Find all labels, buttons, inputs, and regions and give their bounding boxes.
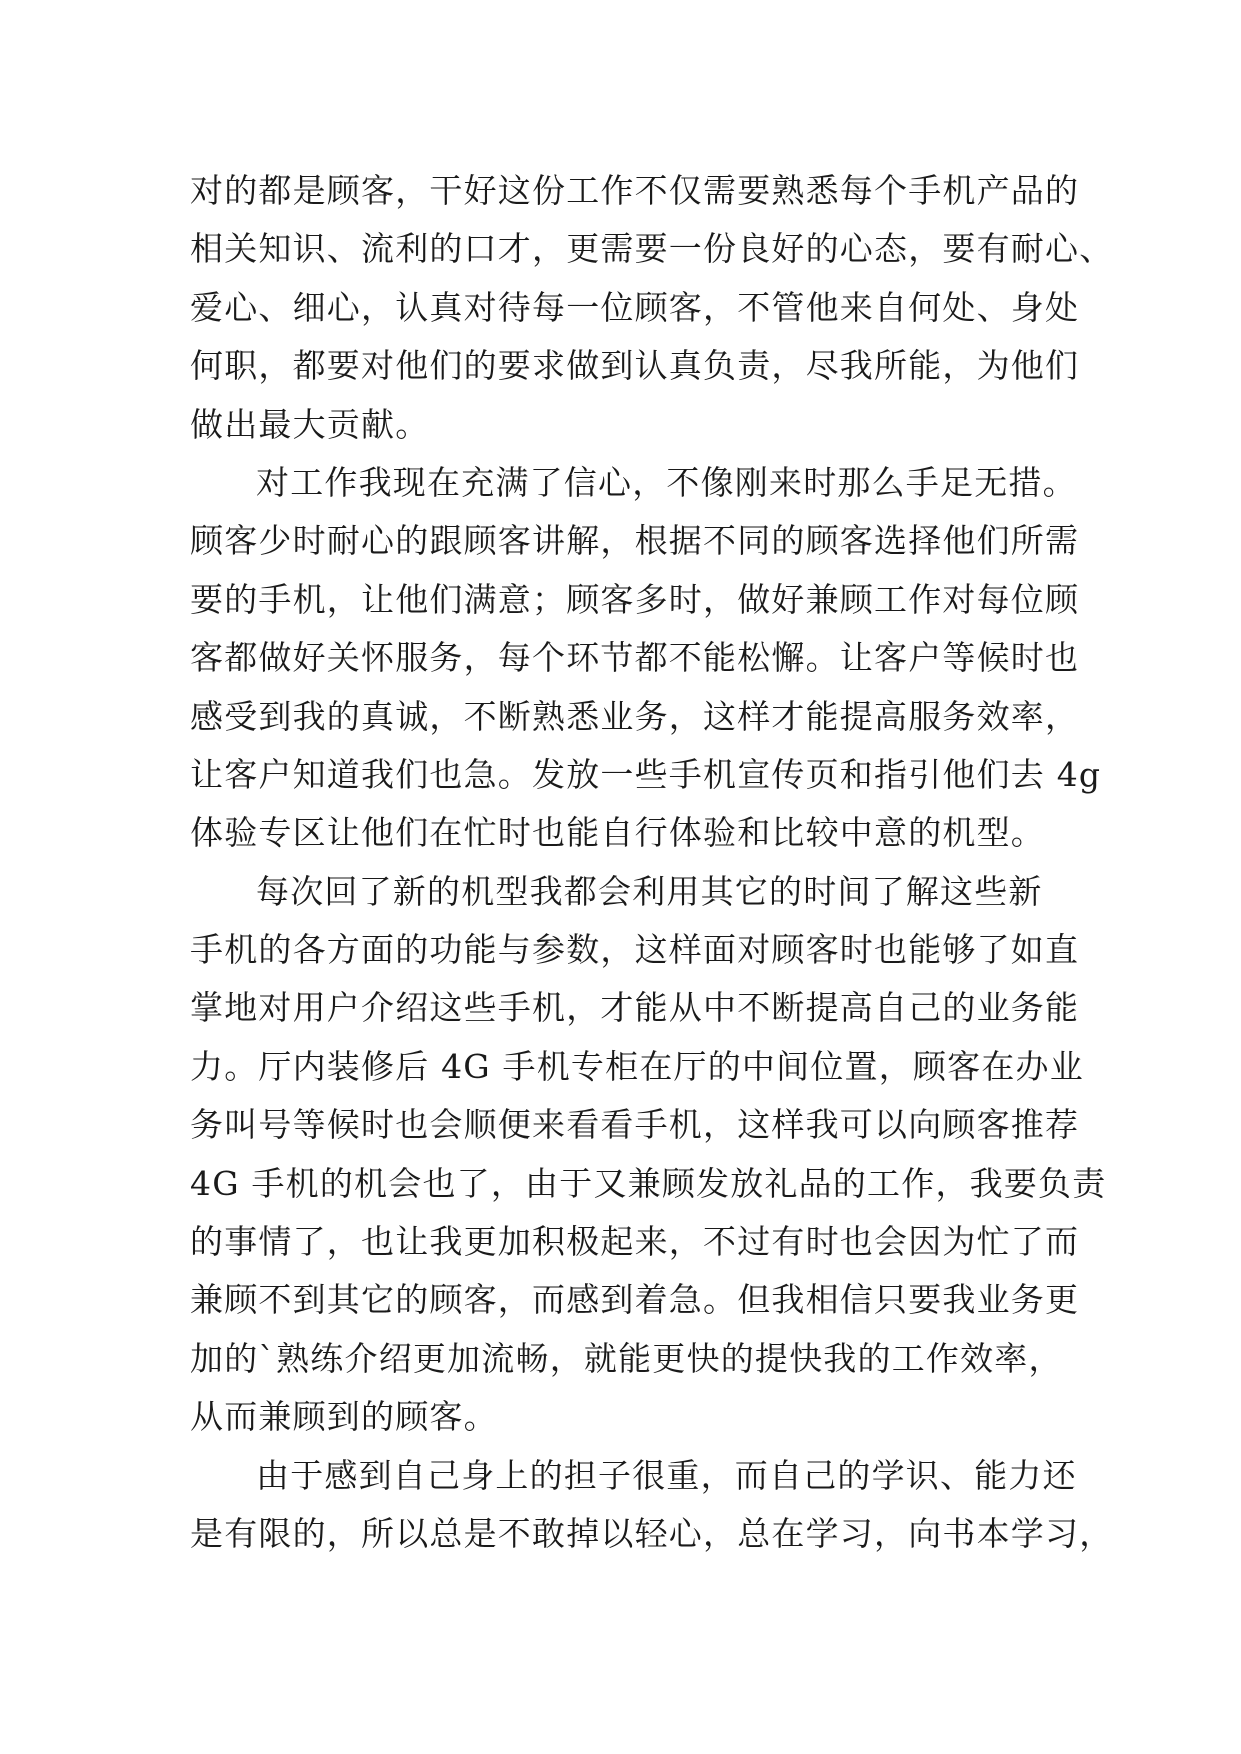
document-body [190, 162, 1114, 1563]
text-line: 做出最大贡献。 [190, 404, 430, 444]
paragraph-3 [190, 863, 1107, 1447]
text-line: 让客户知道我们也急。发放一些手机宣传页和指引他们去 4g [190, 754, 1102, 794]
text-line: 兼顾不到其它的顾客，而感到着急。但我相信只要我业务更 [190, 1280, 1080, 1320]
text-line: 加的`熟练介绍更加流畅，就能更快的提快我的工作效率， [190, 1338, 1063, 1378]
text-line: 4G 手机的机会也了，由于又兼顾发放礼品的工作，我要负责 [190, 1163, 1107, 1203]
text-line: 感受到我的真诚，不断熟悉业务，这样才能提高服务效率， [190, 696, 1080, 736]
paragraph-4 [190, 1447, 1114, 1564]
paragraph-2 [190, 454, 1102, 863]
text-line: 的事情了，也让我更加积极起来，不过有时也会因为忙了而 [190, 1222, 1080, 1262]
text-line: 何职，都要对他们的要求做到认真负责，尽我所能，为他们 [190, 346, 1080, 386]
text-line: 相关知识、流利的口才，更需要一份良好的心态，要有耐心、 [190, 229, 1114, 269]
text-line: 由于感到自己身上的担子很重，而自己的学识、能力还 [256, 1455, 1077, 1495]
text-line: 掌地对用户介绍这些手机，才能从中不断提高自己的业务能 [190, 988, 1080, 1028]
text-line: 务叫号等候时也会顺便来看看手机，这样我可以向顾客推荐 [190, 1105, 1080, 1145]
text-line: 对的都是顾客，干好这份工作不仅需要熟悉每个手机产品的 [190, 171, 1080, 210]
text-line: 爱心、细心，认真对待每一位顾客，不管他来自何处、身处 [190, 287, 1080, 327]
text-line: 对工作我现在充满了信心，不像刚来时那么手足无措。 [256, 462, 1077, 502]
paragraph-1 [190, 162, 1114, 454]
text-line: 每次回了新的机型我都会利用其它的时间了解这些新 [256, 871, 1043, 911]
text-line: 力。厅内装修后 4G 手机专柜在厅的中间位置，顾客在办业 [190, 1046, 1084, 1086]
text-line: 手机的各方面的功能与参数，这样面对顾客时也能够了如直 [190, 930, 1080, 970]
text-line: 从而兼顾到的顾客。 [190, 1397, 498, 1437]
text-line: 体验专区让他们在忙时也能自行体验和比较中意的机型。 [190, 813, 1045, 853]
text-line: 是有限的，所以总是不敢掉以轻心，总在学习，向书本学习， [190, 1513, 1114, 1553]
text-line: 要的手机，让他们满意；顾客多时，做好兼顾工作对每位顾 [190, 579, 1080, 619]
text-line: 顾客少时耐心的跟顾客讲解，根据不同的顾客选择他们所需 [190, 521, 1080, 561]
text-line: 客都做好关怀服务，每个环节都不能松懈。让客户等候时也 [190, 638, 1080, 678]
